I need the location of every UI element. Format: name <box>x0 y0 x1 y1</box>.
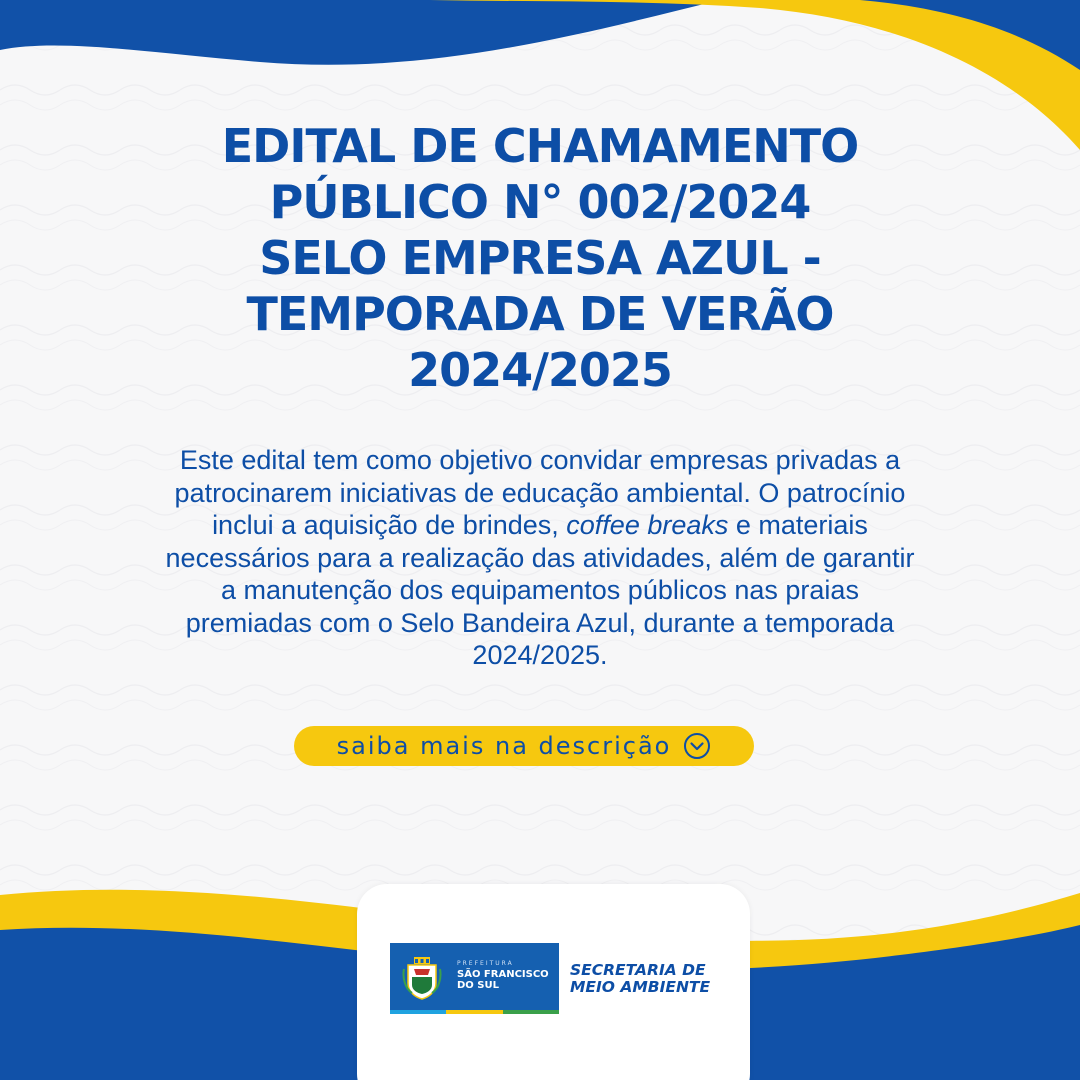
cta-label: saiba mais na descrição <box>336 732 672 760</box>
flag-stripes <box>390 1010 559 1014</box>
stripe <box>390 1010 446 1014</box>
secretaria-line: MEIO AMBIENTE <box>570 978 711 996</box>
title-line: TEMPORADA DE VERÃO <box>246 287 834 341</box>
description-line: a manutenção dos equipamentos públicos nas praias <box>221 575 859 605</box>
description-text: inclui a aquisição de brindes, <box>212 510 567 540</box>
prefeitura-logo <box>390 943 559 1014</box>
municipal-crest-icon <box>402 955 442 1001</box>
city-name-line: DO SUL <box>457 980 499 991</box>
city-name-line: SÃO FRANCISCO <box>457 969 549 980</box>
description-line: necessários para a realização das atividades, além de garantir <box>165 542 915 573</box>
description-line: patrocinarem iniciativas de educação ambiental. O patrocínio <box>174 477 906 508</box>
secretaria-label <box>570 962 710 996</box>
stripe <box>446 1010 502 1014</box>
page-title <box>90 118 990 398</box>
description-paragraph <box>70 444 1010 672</box>
stripe <box>503 1010 559 1014</box>
description-line <box>70 509 1010 542</box>
title-line: SELO EMPRESA AZUL - <box>259 231 821 285</box>
city-name <box>457 969 549 991</box>
description-italic: coffee breaks <box>566 510 729 540</box>
title-line: PÚBLICO N° 002/2024 <box>269 175 811 229</box>
saiba-mais-button[interactable] <box>294 726 754 766</box>
chevron-down-circle-icon <box>683 732 711 760</box>
secretaria-line: SECRETARIA DE <box>570 961 706 979</box>
description-line: premiadas com o Selo Bandeira Azul, durante a temporada <box>185 607 895 638</box>
description-line: Este edital tem como objetivo convidar empresas privadas a <box>179 445 901 475</box>
title-line: EDITAL DE CHAMAMENTO <box>221 119 859 173</box>
description-line: 2024/2025. <box>472 640 608 670</box>
prefeitura-label: PREFEITURA <box>457 960 514 967</box>
description-text: e materiais <box>728 510 868 540</box>
title-line: 2024/2025 <box>408 343 672 397</box>
